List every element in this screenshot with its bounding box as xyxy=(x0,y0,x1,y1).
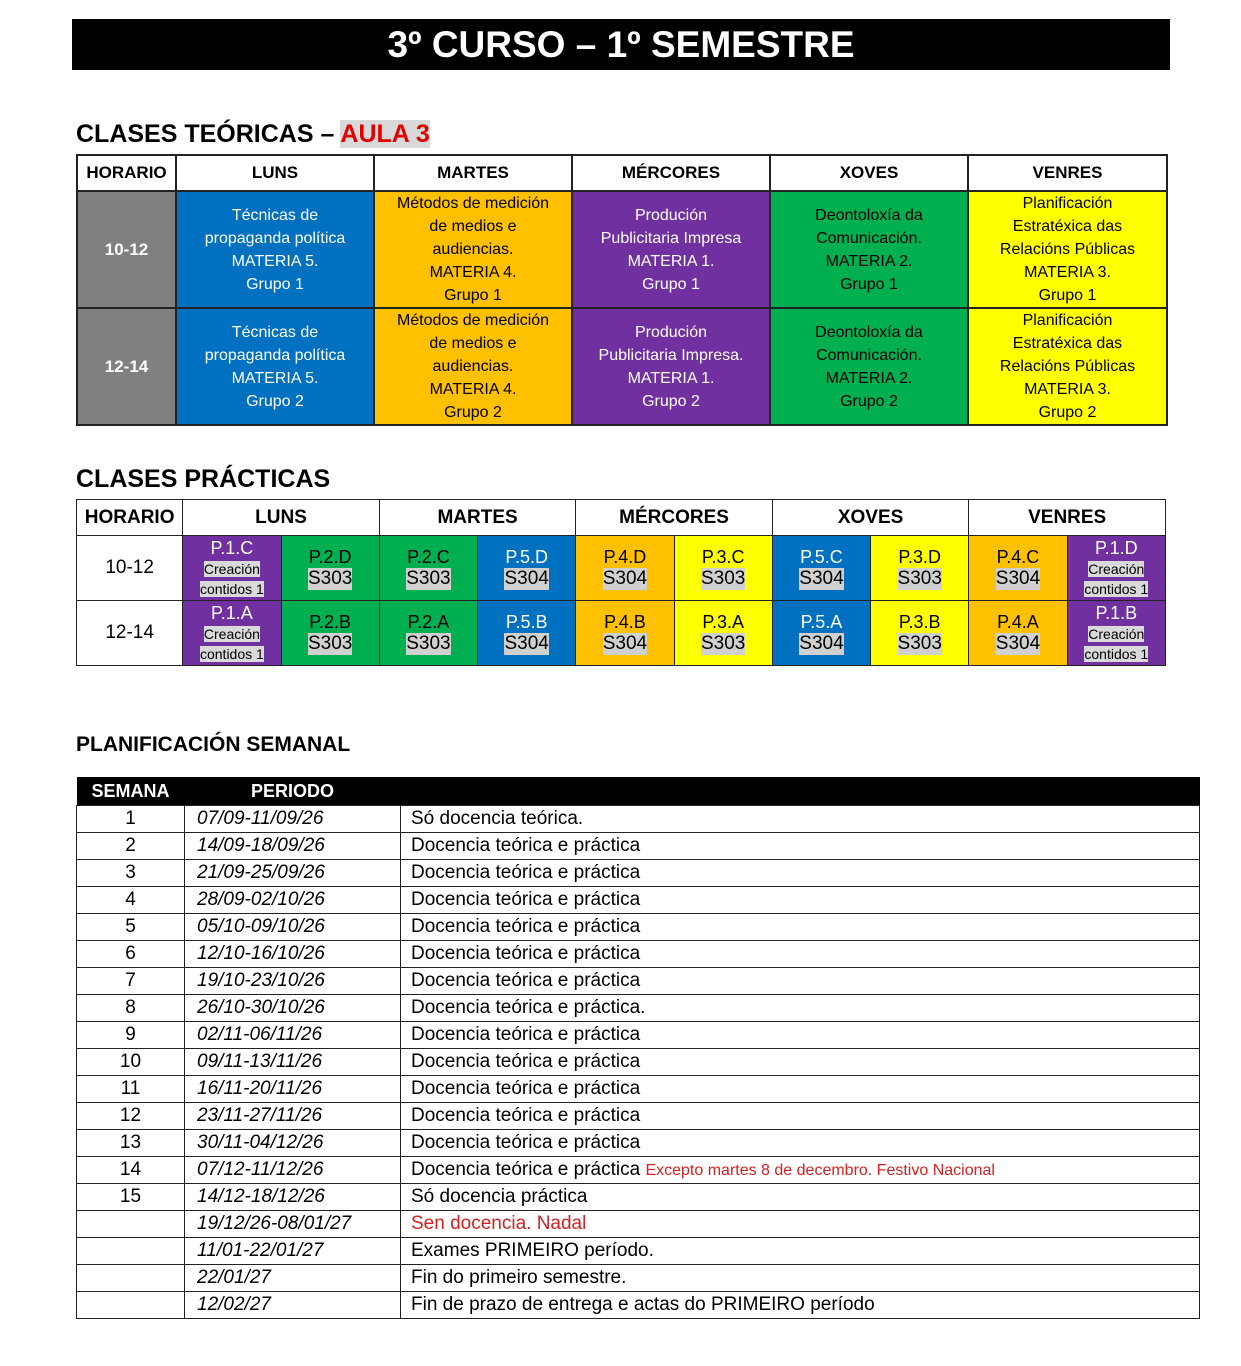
weekly-planning-table xyxy=(76,777,1200,1319)
group-code: P.4.D xyxy=(603,547,647,567)
class-text-line: de medios e xyxy=(429,335,517,352)
room-label: S304 xyxy=(799,568,844,589)
week-number-cell: 2 xyxy=(77,833,185,860)
planning-row xyxy=(77,995,1200,1022)
subject-label-text: contidos 1 xyxy=(199,646,264,662)
week-number-cell: 4 xyxy=(77,887,185,914)
class-text-line: audiencias. xyxy=(432,358,514,375)
time-slot-cell: 12-14 xyxy=(77,308,176,425)
theory-row xyxy=(77,308,1167,425)
subject-label-line xyxy=(183,644,280,664)
class-text-line: Comunicación. xyxy=(816,229,922,247)
theory-header-cell: HORARIO xyxy=(77,155,176,191)
description-text: Docencia teórica e práctica xyxy=(411,943,641,964)
description-text: Docencia teórica e práctica xyxy=(411,1159,641,1180)
period-cell: 09/11-13/11/26 xyxy=(185,1049,401,1076)
description-cell xyxy=(401,995,1200,1022)
period-cell: 19/12/26-08/01/27 xyxy=(185,1211,401,1238)
subject-label-line xyxy=(183,579,280,599)
class-text-line: MATERIA 5. xyxy=(231,252,319,270)
practice-header-cell: HORARIO xyxy=(77,500,183,536)
week-number-cell: 5 xyxy=(77,914,185,941)
period-cell: 07/12-11/12/26 xyxy=(185,1157,401,1184)
description-text: Só docencia práctica xyxy=(411,1186,588,1207)
description-text: Docencia teórica e práctica xyxy=(411,1051,641,1072)
class-text-line: Deontoloxía da xyxy=(815,323,923,341)
class-text-line: propaganda política xyxy=(204,229,346,247)
room-label: S303 xyxy=(897,633,942,654)
group-code: P.4.C xyxy=(996,547,1040,567)
planning-header-cell xyxy=(401,777,1200,806)
theory-header-cell: MÉRCORES xyxy=(572,155,770,191)
description-text: Docencia teórica e práctica xyxy=(411,1078,641,1099)
time-slot-cell: 10-12 xyxy=(77,536,183,601)
planning-row xyxy=(77,1103,1200,1130)
description-text: Docencia teórica e práctica xyxy=(411,1105,641,1126)
description-cell xyxy=(401,1211,1200,1238)
class-text-line: Técnicas de xyxy=(231,206,319,224)
group-code: P.1.C xyxy=(210,538,254,558)
description-text: Sen docencia. Nadal xyxy=(411,1213,587,1234)
theory-schedule-table xyxy=(76,154,1168,426)
group-code: P.5.A xyxy=(800,612,843,632)
week-number-cell: 13 xyxy=(77,1130,185,1157)
theory-class-cell xyxy=(572,308,770,425)
room-label: S303 xyxy=(307,568,353,589)
period-cell: 28/09-02/10/26 xyxy=(185,887,401,914)
theory-header-cell: MARTES xyxy=(374,155,572,191)
theory-class-cell xyxy=(968,191,1167,308)
class-text-line: Técnicas de xyxy=(231,323,319,341)
class-text-line: Métodos de medición xyxy=(396,195,550,212)
planning-row xyxy=(77,1238,1200,1265)
theory-class-cell xyxy=(374,191,572,308)
group-code: P.1.A xyxy=(211,603,253,623)
planning-row xyxy=(77,1022,1200,1049)
description-cell xyxy=(401,860,1200,887)
subject-label-text: contidos 1 xyxy=(1084,646,1149,662)
time-slot-cell: 12-14 xyxy=(77,601,183,666)
description-text: Docencia teórica e práctica xyxy=(411,862,641,883)
practice-group-cell xyxy=(772,601,870,666)
practice-group-cell xyxy=(969,601,1067,666)
theory-row xyxy=(77,191,1167,308)
room-label: S304 xyxy=(504,633,549,654)
description-cell xyxy=(401,1292,1200,1319)
subject-label-text: contidos 1 xyxy=(1084,581,1149,597)
week-number-cell: 1 xyxy=(77,806,185,833)
description-text: Docencia teórica e práctica xyxy=(411,835,641,856)
room-label: S304 xyxy=(504,568,549,589)
class-text-line: Métodos de medición xyxy=(396,312,550,329)
period-cell: 21/09-25/09/26 xyxy=(185,860,401,887)
class-text-line: MATERIA 2. xyxy=(825,252,913,270)
group-code: P.1.D xyxy=(1094,538,1138,558)
practice-group-cell xyxy=(969,536,1067,601)
practice-schedule-table xyxy=(76,499,1166,666)
practice-group-cell xyxy=(1067,536,1165,601)
group-code: P.3.B xyxy=(898,612,941,632)
practice-group-cell xyxy=(871,536,969,601)
class-text-line: Grupo 1 xyxy=(246,275,304,293)
week-number-cell: 6 xyxy=(77,941,185,968)
description-text: Docencia teórica e práctica. xyxy=(411,997,646,1018)
description-cell xyxy=(401,968,1200,995)
subject-label-text: Creación xyxy=(1088,561,1145,577)
practice-group-cell xyxy=(674,536,772,601)
description-text: Docencia teórica e práctica xyxy=(411,916,641,937)
practice-group-cell xyxy=(281,601,379,666)
description-cell xyxy=(401,941,1200,968)
class-text-line: Planificación xyxy=(1022,312,1113,329)
planning-heading: PLANIFICACIÓN SEMANAL xyxy=(76,733,351,756)
practice-row xyxy=(77,536,1166,601)
planning-row xyxy=(77,1184,1200,1211)
planning-row xyxy=(77,1076,1200,1103)
planning-row xyxy=(77,968,1200,995)
theory-header-cell: VENRES xyxy=(968,155,1167,191)
class-text-line: Grupo 1 xyxy=(840,275,898,293)
class-text-line: MATERIA 2. xyxy=(825,369,913,387)
subject-label-text: contidos 1 xyxy=(199,581,264,597)
practice-group-cell xyxy=(281,536,379,601)
practice-group-cell xyxy=(772,536,870,601)
description-text: Exames PRIMEIRO período. xyxy=(411,1240,654,1261)
practice-heading: CLASES PRÁCTICAS xyxy=(76,465,331,493)
group-code: P.5.C xyxy=(800,547,843,567)
week-number-cell: 10 xyxy=(77,1049,185,1076)
theory-heading xyxy=(76,120,430,149)
week-number-cell: 9 xyxy=(77,1022,185,1049)
group-code: P.5.B xyxy=(505,612,548,632)
description-cell xyxy=(401,887,1200,914)
room-label: S303 xyxy=(307,633,353,654)
class-text-line: Grupo 1 xyxy=(1038,287,1097,304)
theory-class-cell xyxy=(374,308,572,425)
planning-row xyxy=(77,860,1200,887)
practice-group-cell xyxy=(576,536,674,601)
class-text-line: MATERIA 1. xyxy=(627,252,715,270)
theory-header-cell: LUNS xyxy=(176,155,374,191)
period-cell: 23/11-27/11/26 xyxy=(185,1103,401,1130)
class-text-line: Estratéxica das xyxy=(1012,218,1123,235)
practice-group-cell xyxy=(183,536,281,601)
planning-row xyxy=(77,1049,1200,1076)
subject-label-line xyxy=(1068,579,1165,599)
practice-group-cell xyxy=(871,601,969,666)
holiday-note: Excepto martes 8 de decembro. Festivo Nacional xyxy=(645,1162,995,1179)
group-code: P.5.D xyxy=(505,547,549,567)
subject-label-line xyxy=(183,559,280,579)
class-text-line: Grupo 2 xyxy=(444,404,502,421)
practice-header-cell: MÉRCORES xyxy=(576,500,773,536)
class-text-line: Grupo 1 xyxy=(642,275,700,293)
class-text-line: Publicitaria Impresa xyxy=(600,229,742,247)
class-text-line: Grupo 2 xyxy=(246,392,304,410)
period-cell: 02/11-06/11/26 xyxy=(185,1022,401,1049)
practice-group-cell xyxy=(478,536,576,601)
description-cell xyxy=(401,1184,1200,1211)
description-cell xyxy=(401,1130,1200,1157)
theory-room-label: AULA 3 xyxy=(340,120,430,148)
room-label: S304 xyxy=(602,633,648,654)
theory-class-cell xyxy=(770,191,968,308)
group-code: P.4.B xyxy=(604,612,646,632)
room-label: S303 xyxy=(701,633,746,654)
planning-row xyxy=(77,1292,1200,1319)
description-cell xyxy=(401,1049,1200,1076)
class-text-line: Publicitaria Impresa. xyxy=(598,346,744,364)
period-cell: 05/10-09/10/26 xyxy=(185,914,401,941)
period-cell: 14/12-18/12/26 xyxy=(185,1184,401,1211)
period-cell: 16/11-20/11/26 xyxy=(185,1076,401,1103)
subject-label-line xyxy=(183,624,280,644)
practice-group-cell xyxy=(674,601,772,666)
class-text-line: audiencias. xyxy=(432,241,514,258)
planning-row xyxy=(77,1211,1200,1238)
practice-group-cell xyxy=(1067,601,1165,666)
week-number-cell xyxy=(77,1265,185,1292)
subject-label-line xyxy=(1068,644,1165,664)
planning-row xyxy=(77,1157,1200,1184)
planning-row xyxy=(77,914,1200,941)
class-text-line: Grupo 2 xyxy=(1038,404,1097,421)
theory-class-cell xyxy=(968,308,1167,425)
period-cell: 07/09-11/09/26 xyxy=(185,806,401,833)
practice-row xyxy=(77,601,1166,666)
planning-row xyxy=(77,1130,1200,1157)
description-text: Só docencia teórica. xyxy=(411,808,584,829)
class-text-line: Estratéxica das xyxy=(1012,335,1123,352)
class-text-line: MATERIA 4. xyxy=(429,381,517,398)
planning-header-cell: SEMANA xyxy=(77,777,185,806)
subject-label-line xyxy=(1068,559,1165,579)
class-text-line: Comunicación. xyxy=(816,346,922,364)
theory-header-cell: XOVES xyxy=(770,155,968,191)
description-cell xyxy=(401,1265,1200,1292)
room-label: S304 xyxy=(602,568,648,589)
group-code: P.1.B xyxy=(1095,603,1138,623)
practice-group-cell xyxy=(379,601,477,666)
planning-row xyxy=(77,941,1200,968)
room-label: S303 xyxy=(406,568,451,589)
room-label: S303 xyxy=(897,568,942,589)
page-title: 3º CURSO – 1º SEMESTRE xyxy=(72,19,1170,70)
theory-class-cell xyxy=(176,308,374,425)
group-code: P.4.A xyxy=(997,612,1039,632)
room-label: S303 xyxy=(406,633,451,654)
subject-label-text: Creación xyxy=(203,626,260,642)
period-cell: 30/11-04/12/26 xyxy=(185,1130,401,1157)
planning-row xyxy=(77,1265,1200,1292)
planning-row xyxy=(77,806,1200,833)
description-cell xyxy=(401,806,1200,833)
week-number-cell xyxy=(77,1238,185,1265)
description-text: Docencia teórica e práctica xyxy=(411,889,641,910)
description-cell xyxy=(401,833,1200,860)
week-number-cell: 15 xyxy=(77,1184,185,1211)
class-text-line: MATERIA 1. xyxy=(627,369,715,387)
class-text-line: Relacións Públicas xyxy=(999,358,1136,375)
theory-heading-label: CLASES TEÓRICAS – xyxy=(76,120,341,148)
week-number-cell xyxy=(77,1211,185,1238)
class-text-line: Grupo 2 xyxy=(642,392,700,410)
class-text-line: MATERIA 3. xyxy=(1024,381,1111,398)
room-label: S304 xyxy=(995,633,1041,654)
class-text-line: MATERIA 5. xyxy=(231,369,319,387)
description-text: Docencia teórica e práctica xyxy=(411,970,641,991)
practice-header-cell: VENRES xyxy=(969,500,1166,536)
group-code: P.3.D xyxy=(898,547,942,567)
group-code: P.2.A xyxy=(407,612,450,632)
period-cell: 12/02/27 xyxy=(185,1292,401,1319)
period-cell: 12/10-16/10/26 xyxy=(185,941,401,968)
class-text-line: de medios e xyxy=(429,218,517,235)
description-text: Docencia teórica e práctica xyxy=(411,1024,641,1045)
theory-class-cell xyxy=(176,191,374,308)
week-number-cell: 14 xyxy=(77,1157,185,1184)
subject-label-text: Creación xyxy=(1088,626,1145,642)
description-cell xyxy=(401,914,1200,941)
class-text-line: Grupo 2 xyxy=(840,392,898,410)
description-text: Fin de prazo de entrega e actas do PRIMEIRO período xyxy=(411,1294,875,1315)
room-label: S303 xyxy=(701,568,746,589)
practice-header-cell: XOVES xyxy=(772,500,969,536)
practice-group-cell xyxy=(576,601,674,666)
class-text-line: MATERIA 3. xyxy=(1024,264,1111,281)
week-number-cell: 12 xyxy=(77,1103,185,1130)
description-text: Docencia teórica e práctica xyxy=(411,1132,641,1153)
class-text-line: Deontoloxía da xyxy=(815,206,923,224)
period-cell: 26/10-30/10/26 xyxy=(185,995,401,1022)
period-cell: 14/09-18/09/26 xyxy=(185,833,401,860)
class-text-line: Relacións Públicas xyxy=(999,241,1136,258)
practice-header-cell: MARTES xyxy=(379,500,576,536)
description-cell xyxy=(401,1157,1200,1184)
theory-class-cell xyxy=(770,308,968,425)
class-text-line: Planificación xyxy=(1022,195,1113,212)
practice-group-cell xyxy=(183,601,281,666)
theory-class-cell xyxy=(572,191,770,308)
group-code: P.2.C xyxy=(407,547,450,567)
class-text-line: Produción xyxy=(634,206,708,224)
practice-header-cell: LUNS xyxy=(183,500,380,536)
class-text-line: propaganda política xyxy=(204,346,346,364)
group-code: P.2.B xyxy=(309,612,352,632)
class-text-line: MATERIA 4. xyxy=(429,264,517,281)
week-number-cell xyxy=(77,1292,185,1319)
description-cell xyxy=(401,1076,1200,1103)
group-code: P.3.A xyxy=(702,612,745,632)
class-text-line: Produción xyxy=(634,323,708,341)
room-label: S304 xyxy=(995,568,1041,589)
group-code: P.3.C xyxy=(701,547,745,567)
period-cell: 19/10-23/10/26 xyxy=(185,968,401,995)
week-number-cell: 8 xyxy=(77,995,185,1022)
room-label: S304 xyxy=(799,633,844,654)
subject-label-line xyxy=(1068,624,1165,644)
planning-header-cell: PERIODO xyxy=(185,777,401,806)
description-text: Fin do primeiro semestre. xyxy=(411,1267,627,1288)
week-number-cell: 3 xyxy=(77,860,185,887)
class-text-line: Grupo 1 xyxy=(444,287,502,304)
practice-group-cell xyxy=(379,536,477,601)
description-cell xyxy=(401,1103,1200,1130)
subject-label-text: Creación xyxy=(203,561,260,577)
period-cell: 11/01-22/01/27 xyxy=(185,1238,401,1265)
description-cell xyxy=(401,1238,1200,1265)
group-code: P.2.D xyxy=(308,547,352,567)
week-number-cell: 7 xyxy=(77,968,185,995)
time-slot-cell: 10-12 xyxy=(77,191,176,308)
period-cell: 22/01/27 xyxy=(185,1265,401,1292)
description-cell xyxy=(401,1022,1200,1049)
planning-row xyxy=(77,833,1200,860)
practice-group-cell xyxy=(478,601,576,666)
planning-row xyxy=(77,887,1200,914)
week-number-cell: 11 xyxy=(77,1076,185,1103)
